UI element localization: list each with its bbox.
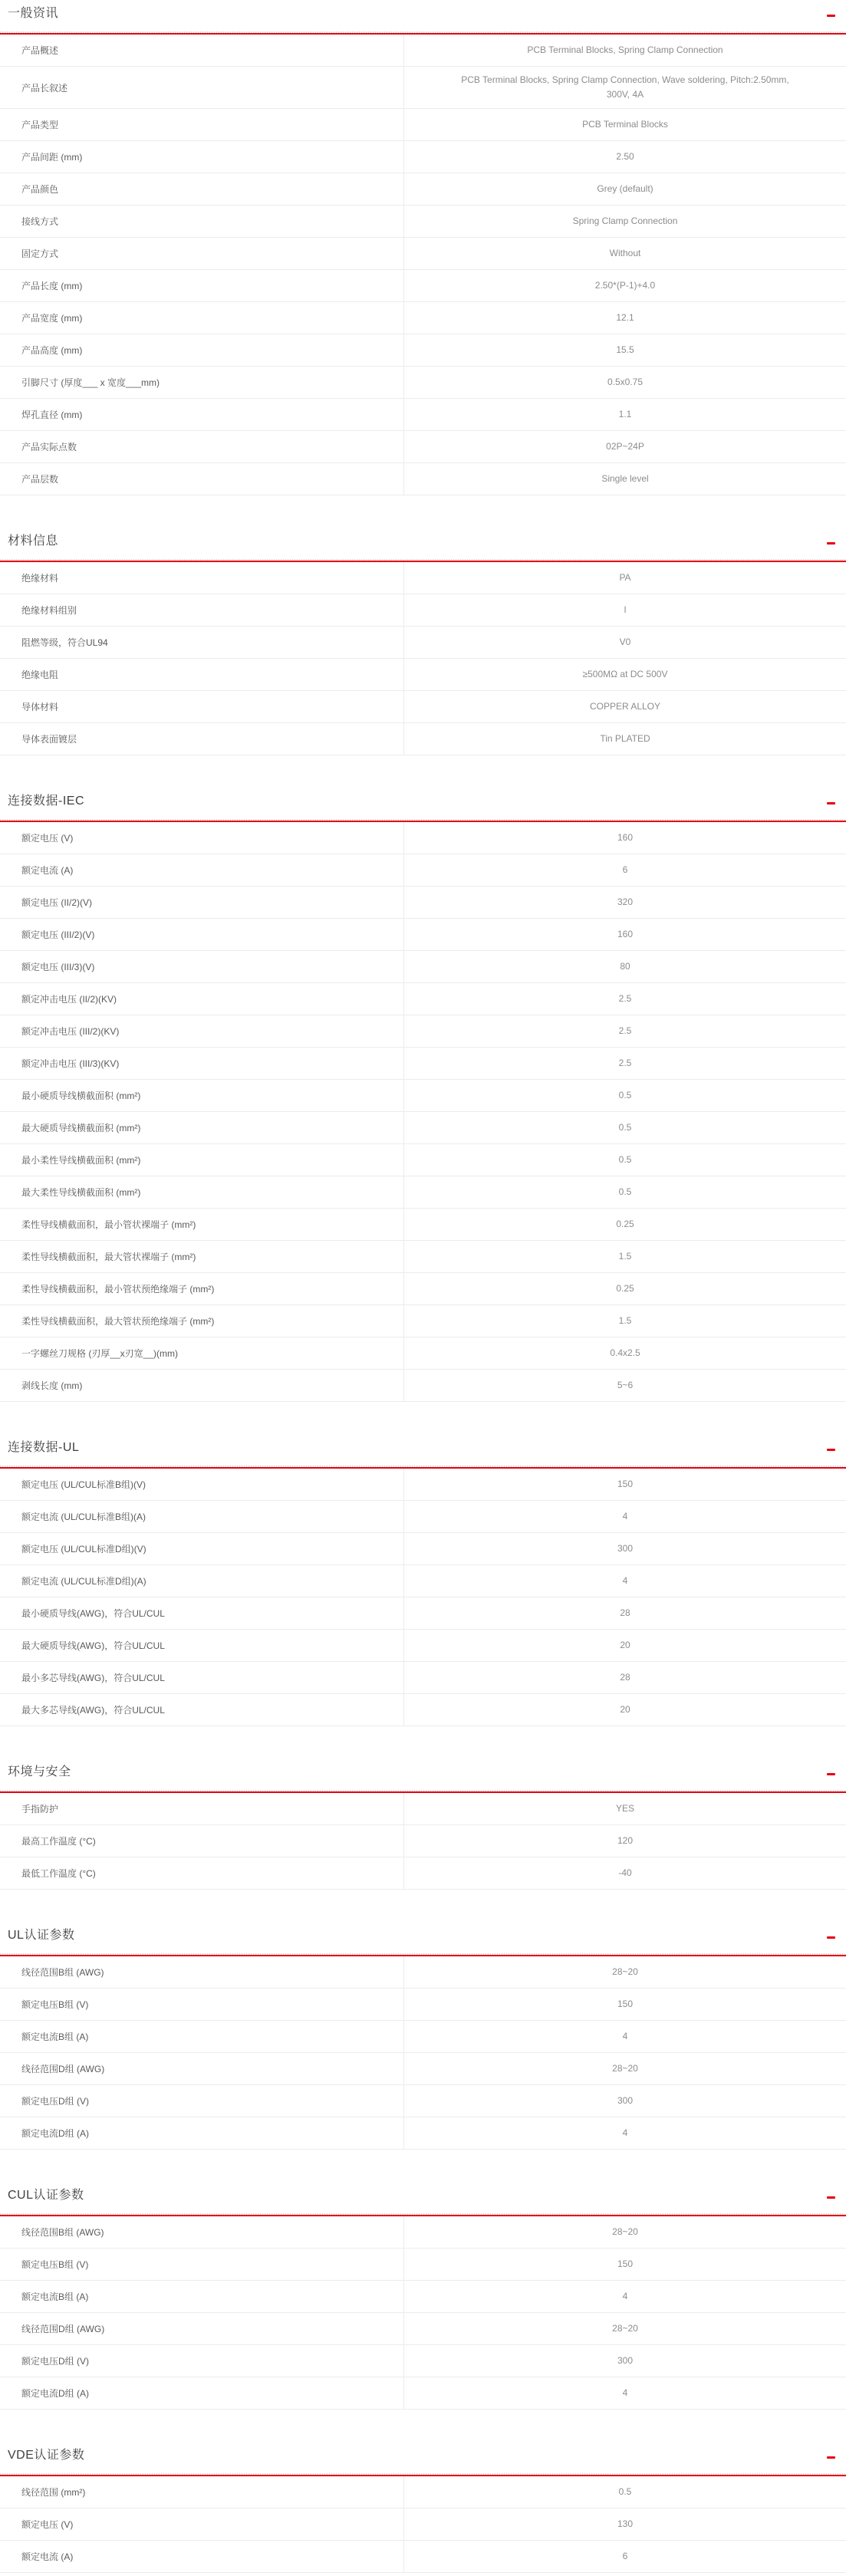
spec-value: PCB Terminal Blocks <box>582 119 668 130</box>
spec-value: 4 <box>622 1511 628 1522</box>
section-title: 环境与安全 <box>8 1765 71 1779</box>
spec-value: 0.5 <box>618 2486 632 2498</box>
spec-table <box>0 2216 846 2410</box>
spec-value: 2.50*(P-1)+4.0 <box>594 280 656 291</box>
spec-label: 额定电压 (III/3)(V) <box>0 951 404 982</box>
table-row <box>0 238 846 270</box>
table-row <box>0 1662 846 1694</box>
table-row <box>0 67 846 109</box>
spec-value: 28 <box>620 1607 630 1619</box>
table-row <box>0 2377 846 2410</box>
table-row <box>0 983 846 1015</box>
spec-value: COPPER ALLOY <box>589 701 661 712</box>
spec-label: 最小硬质导线(AWG)，符合UL/CUL <box>0 1597 404 1629</box>
table-row <box>0 627 846 659</box>
table-row <box>0 1048 846 1080</box>
spec-label: 产品概述 <box>0 35 404 66</box>
spec-label: 绝缘材料 <box>0 562 404 594</box>
spec-label: 产品层数 <box>0 463 404 495</box>
spec-value: 160 <box>617 929 634 940</box>
section-header <box>0 3 846 21</box>
spec-label: 最小柔性导线横截面积 (mm²) <box>0 1144 404 1176</box>
table-row <box>0 2216 846 2249</box>
spec-value: 28~20 <box>612 2063 638 2074</box>
spec-label: 最大柔性导线横截面积 (mm²) <box>0 1176 404 1208</box>
spec-value: 15.5 <box>616 344 634 356</box>
spec-label: 线径范围D组 (AWG) <box>0 2313 404 2344</box>
spec-label: 最低工作温度 (°C) <box>0 1857 404 1889</box>
spec-label: 线径范围D组 (AWG) <box>0 2053 404 2084</box>
section-header <box>0 791 846 808</box>
table-row <box>0 2313 846 2345</box>
table-row <box>0 951 846 983</box>
table-row <box>0 2085 846 2117</box>
spec-table <box>0 1469 846 1726</box>
minus-icon[interactable] <box>827 2456 835 2459</box>
table-row <box>0 2117 846 2150</box>
table-row <box>0 1630 846 1662</box>
spec-label: 导体表面镀层 <box>0 723 404 755</box>
table-row <box>0 854 846 887</box>
spec-value: Grey (default) <box>597 183 653 195</box>
table-row <box>0 1989 846 2021</box>
spec-value: 5~6 <box>617 1380 634 1391</box>
spec-label: 接线方式 <box>0 206 404 237</box>
spec-label: 最高工作温度 (°C) <box>0 1825 404 1857</box>
table-row <box>0 1176 846 1209</box>
table-row <box>0 1080 846 1112</box>
minus-icon[interactable] <box>827 15 835 17</box>
spec-table <box>0 822 846 1402</box>
spec-value: 300 <box>617 2095 634 2107</box>
spec-label: 额定电压 (UL/CUL标准B组)(V) <box>0 1469 404 1500</box>
table-row <box>0 173 846 206</box>
spec-value: 80 <box>620 961 630 972</box>
table-row <box>0 1857 846 1890</box>
spec-value: 0.5 <box>618 1154 632 1166</box>
spec-section <box>0 3 846 495</box>
spec-label: 产品高度 (mm) <box>0 334 404 366</box>
spec-label: 产品长叙述 <box>0 67 404 108</box>
spec-label: 产品间距 (mm) <box>0 141 404 173</box>
spec-value: 0.4x2.5 <box>610 1347 640 1359</box>
spec-value: 28~20 <box>612 2323 638 2334</box>
spec-value: 28~20 <box>612 2226 638 2238</box>
spec-value: Single level <box>601 473 649 485</box>
spec-value: 0.25 <box>616 1219 634 1230</box>
spec-value: 120 <box>617 1835 634 1847</box>
table-row <box>0 1825 846 1857</box>
spec-label: 产品实际点数 <box>0 431 404 462</box>
spec-label: 最大多芯导线(AWG)，符合UL/CUL <box>0 1694 404 1726</box>
table-row <box>0 1015 846 1048</box>
spec-value: V0 <box>619 637 631 648</box>
table-row <box>0 594 846 627</box>
table-row <box>0 1305 846 1337</box>
spec-value: PA <box>619 572 631 584</box>
spec-label: 一字螺丝刀规格 (刃厚__x刃宽__)(mm) <box>0 1337 404 1369</box>
spec-label: 最小多芯导线(AWG)，符合UL/CUL <box>0 1662 404 1693</box>
spec-label: 额定电压 (II/2)(V) <box>0 887 404 918</box>
table-row <box>0 1501 846 1533</box>
spec-label: 导体材料 <box>0 691 404 722</box>
table-row <box>0 1112 846 1144</box>
spec-value: 12.1 <box>616 312 634 324</box>
spec-section <box>0 531 846 755</box>
spec-value: 6 <box>622 2551 628 2562</box>
spec-value: 2.50 <box>616 151 634 163</box>
table-row <box>0 270 846 302</box>
spec-label: 柔性导线横截面积，最大管状裸端子 (mm²) <box>0 1241 404 1272</box>
spec-section <box>0 791 846 1402</box>
spec-value: 28~20 <box>612 1966 638 1978</box>
spec-value: 02P~24P <box>606 441 644 452</box>
spec-label: 额定电压B组 (V) <box>0 1989 404 2020</box>
table-row <box>0 1209 846 1241</box>
spec-value: 4 <box>622 2031 628 2042</box>
table-row <box>0 1533 846 1565</box>
spec-value: -40 <box>618 1867 632 1879</box>
spec-value: 4 <box>622 2291 628 2302</box>
spec-value: 2.5 <box>618 993 632 1005</box>
spec-label: 产品类型 <box>0 109 404 140</box>
spec-label: 额定电流 (A) <box>0 2541 404 2572</box>
spec-label: 额定电流D组 (A) <box>0 2377 404 2409</box>
spec-section <box>0 1925 846 2150</box>
table-row <box>0 562 846 594</box>
spec-value: YES <box>615 1803 634 1814</box>
spec-value: 28 <box>620 1672 630 1683</box>
spec-label: 额定电压 (UL/CUL标准D组)(V) <box>0 1533 404 1564</box>
table-row <box>0 141 846 173</box>
table-row <box>0 1597 846 1630</box>
spec-label: 额定电压 (V) <box>0 822 404 854</box>
table-row <box>0 1793 846 1825</box>
table-row <box>0 919 846 951</box>
spec-value: PCB Terminal Blocks, Spring Clamp Connection, Wave soldering, Pitch:2.50mm, 300V, 4A <box>461 74 789 100</box>
spec-value: 0.25 <box>616 1283 634 1295</box>
table-row <box>0 367 846 399</box>
spec-value: 0.5 <box>618 1186 632 1198</box>
spec-section <box>0 2185 846 2410</box>
table-row <box>0 35 846 67</box>
spec-table <box>0 562 846 755</box>
spec-label: 线径范围B组 (AWG) <box>0 1956 404 1988</box>
spec-value: PCB Terminal Blocks, Spring Clamp Connection <box>527 44 723 55</box>
spec-value: 1.1 <box>618 409 632 420</box>
table-row <box>0 2053 846 2085</box>
table-row <box>0 1144 846 1176</box>
spec-value: 6 <box>622 864 628 876</box>
table-row <box>0 822 846 854</box>
spec-section <box>0 1437 846 1726</box>
table-row <box>0 302 846 334</box>
spec-label: 最小硬质导线横截面积 (mm²) <box>0 1080 404 1111</box>
section-title: 材料信息 <box>8 535 59 548</box>
spec-value: 0.5 <box>618 1122 632 1133</box>
spec-label: 额定电压D组 (V) <box>0 2085 404 2117</box>
spec-value: 0.5x0.75 <box>607 377 644 388</box>
spec-value: 150 <box>617 1999 634 2010</box>
spec-value: 320 <box>617 897 634 908</box>
spec-value: Tin PLATED <box>600 733 650 745</box>
table-row <box>0 691 846 723</box>
section-header <box>0 1762 846 1779</box>
spec-label: 额定电流 (UL/CUL标准D组)(A) <box>0 1565 404 1597</box>
minus-icon[interactable] <box>827 1936 835 1939</box>
spec-label: 产品长度 (mm) <box>0 270 404 301</box>
spec-label: 额定冲击电压 (II/2)(KV) <box>0 983 404 1015</box>
spec-value: 2.5 <box>618 1058 632 1069</box>
spec-value: Without <box>609 248 641 259</box>
section-header <box>0 2445 846 2462</box>
spec-label: 额定电压B组 (V) <box>0 2249 404 2280</box>
table-row <box>0 206 846 238</box>
spec-value: 20 <box>620 1704 630 1716</box>
spec-label: 阻燃等级，符合UL94 <box>0 627 404 658</box>
spec-value: I <box>624 604 627 616</box>
spec-table <box>0 35 846 495</box>
spec-value: 150 <box>617 2259 634 2270</box>
section-title: VDE认证参数 <box>8 2449 85 2462</box>
table-row <box>0 2541 846 2573</box>
table-row <box>0 1337 846 1370</box>
spec-section <box>0 1762 846 1890</box>
spec-value: ≥500MΩ at DC 500V <box>582 669 668 680</box>
spec-value: Spring Clamp Connection <box>572 215 678 227</box>
spec-value: 20 <box>620 1640 630 1651</box>
table-row <box>0 2509 846 2541</box>
spec-value: 130 <box>617 2518 634 2530</box>
spec-value: 4 <box>622 1575 628 1587</box>
spec-label: 额定电流 (UL/CUL标准B组)(A) <box>0 1501 404 1532</box>
table-row <box>0 2249 846 2281</box>
table-row <box>0 887 846 919</box>
spec-value: 1.5 <box>618 1315 632 1327</box>
spec-value: 4 <box>622 2127 628 2139</box>
section-title: CUL认证参数 <box>8 2189 84 2203</box>
section-title: 连接数据-IEC <box>8 795 85 808</box>
spec-label: 额定电流B组 (A) <box>0 2281 404 2312</box>
spec-label: 绝缘电阻 <box>0 659 404 690</box>
spec-label: 额定冲击电压 (III/3)(KV) <box>0 1048 404 1079</box>
spec-table <box>0 2476 846 2573</box>
section-title: 一般资讯 <box>8 7 59 20</box>
spec-label: 额定电压 (V) <box>0 2509 404 2540</box>
spec-label: 额定电流B组 (A) <box>0 2021 404 2052</box>
spec-label: 固定方式 <box>0 238 404 269</box>
table-row <box>0 1370 846 1402</box>
table-row <box>0 399 846 431</box>
minus-icon[interactable] <box>827 802 835 804</box>
spec-label: 手指防护 <box>0 1793 404 1824</box>
spec-value: 2.5 <box>618 1025 632 1037</box>
spec-label: 焊孔直径 (mm) <box>0 399 404 430</box>
spec-value: 160 <box>617 832 634 844</box>
table-row <box>0 723 846 755</box>
table-row <box>0 1469 846 1501</box>
spec-section <box>0 2445 846 2573</box>
spec-label: 最大硬质导线横截面积 (mm²) <box>0 1112 404 1143</box>
section-header <box>0 531 846 548</box>
table-row <box>0 2021 846 2053</box>
spec-value: 300 <box>617 1543 634 1554</box>
section-header <box>0 1925 846 1943</box>
spec-value: 150 <box>617 1479 634 1490</box>
table-row <box>0 2476 846 2509</box>
spec-label: 额定电压D组 (V) <box>0 2345 404 2377</box>
table-row <box>0 2345 846 2377</box>
spec-label: 绝缘材料组别 <box>0 594 404 626</box>
spec-label: 柔性导线横截面积，最大管状预绝缘端子 (mm²) <box>0 1305 404 1337</box>
table-row <box>0 659 846 691</box>
minus-icon[interactable] <box>827 1773 835 1775</box>
spec-label: 线径范围 (mm²) <box>0 2476 404 2508</box>
table-row <box>0 109 846 141</box>
minus-icon[interactable] <box>827 1449 835 1451</box>
spec-value: 0.5 <box>618 1090 632 1101</box>
section-header <box>0 2185 846 2203</box>
spec-label: 引脚尺寸 (厚度___ x 宽度___mm) <box>0 367 404 398</box>
spec-label: 剥线长度 (mm) <box>0 1370 404 1401</box>
table-row <box>0 431 846 463</box>
table-row <box>0 334 846 367</box>
spec-label: 产品宽度 (mm) <box>0 302 404 334</box>
spec-label: 额定电流D组 (A) <box>0 2117 404 2149</box>
table-row <box>0 2281 846 2313</box>
spec-label: 柔性导线横截面积，最小管状裸端子 (mm²) <box>0 1209 404 1240</box>
section-header <box>0 1437 846 1455</box>
spec-value: 300 <box>617 2355 634 2367</box>
table-row <box>0 463 846 495</box>
table-row <box>0 1241 846 1273</box>
spec-label: 额定电压 (III/2)(V) <box>0 919 404 950</box>
table-row <box>0 1273 846 1305</box>
spec-table <box>0 1793 846 1890</box>
minus-icon[interactable] <box>827 2196 835 2199</box>
spec-label: 额定冲击电压 (III/2)(KV) <box>0 1015 404 1047</box>
spec-label: 线径范围B组 (AWG) <box>0 2216 404 2248</box>
table-row <box>0 1565 846 1597</box>
section-title: 连接数据-UL <box>8 1441 80 1455</box>
spec-label: 额定电流 (A) <box>0 854 404 886</box>
spec-label: 柔性导线横截面积，最小管状预绝缘端子 (mm²) <box>0 1273 404 1304</box>
spec-label: 产品颜色 <box>0 173 404 205</box>
minus-icon[interactable] <box>827 542 835 544</box>
section-title: UL认证参数 <box>8 1929 75 1943</box>
spec-label: 最大硬质导线(AWG)，符合UL/CUL <box>0 1630 404 1661</box>
table-row <box>0 1956 846 1989</box>
spec-value: 4 <box>622 2387 628 2399</box>
spec-value: 1.5 <box>618 1251 632 1262</box>
table-row <box>0 1694 846 1726</box>
spec-table <box>0 1956 846 2150</box>
